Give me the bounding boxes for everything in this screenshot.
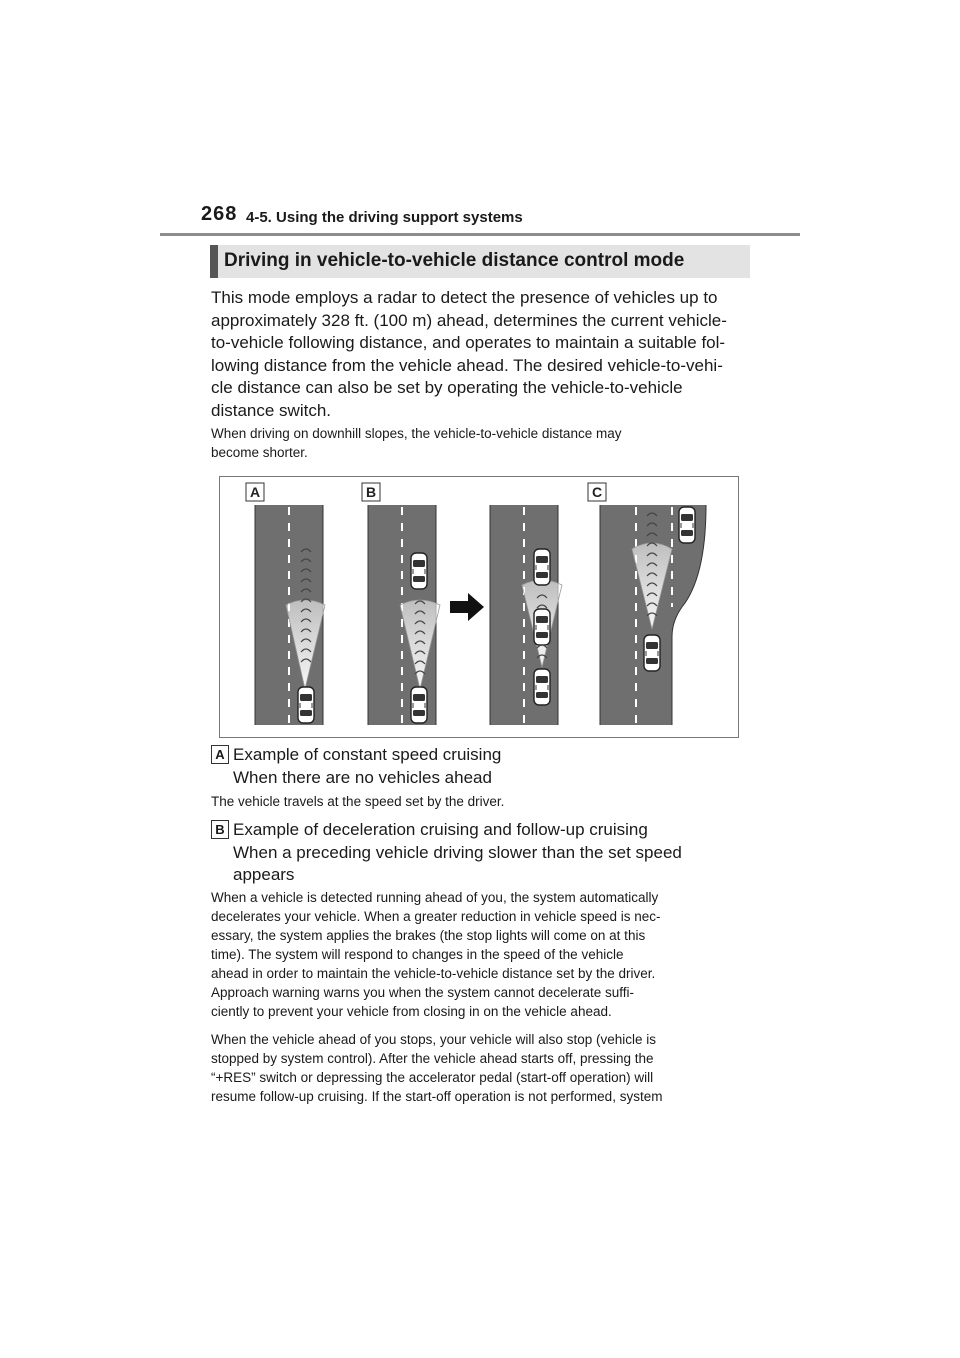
acc-diagram-svg — [220, 477, 738, 737]
item-b-label — [211, 820, 229, 839]
figure-label-a — [246, 483, 264, 501]
figure-label-b — [362, 483, 380, 501]
item-b-p1-line: time). The system will respond to changes in the speed of the vehicle — [211, 947, 624, 962]
item-b-paragraph-1 — [211, 888, 751, 1021]
item-b-p1-line: decelerates your vehicle. When a greater reduction in vehicle speed is nec- — [211, 909, 661, 924]
transition-arrow-icon — [450, 593, 484, 621]
intro-line: to-vehicle following distance, and operates to maintain a suitable fol- — [211, 333, 726, 352]
item-a-line: Example of constant speed cruising — [233, 745, 502, 764]
intro-line: This mode employs a radar to detect the presence of vehicles up to — [211, 288, 718, 307]
note-paragraph — [211, 424, 751, 462]
item-b-p2-line: stopped by system control). After the vehicle ahead starts off, pressing the — [211, 1051, 654, 1066]
figure-label-c — [588, 483, 606, 501]
item-b-line: Example of deceleration cruising and follow-up cruising — [233, 820, 648, 839]
item-a-badge: A — [211, 745, 229, 764]
item-b-line: When a preceding vehicle driving slower than the set speed — [233, 842, 682, 862]
note-line: When driving on downhill slopes, the vehicle-to-vehicle distance may — [211, 426, 622, 441]
item-b-p1-line: ahead in order to maintain the vehicle-to-vehicle distance set by the driver. — [211, 966, 656, 981]
item-b-p1-line: essary, the system applies the brakes (the stop lights will come on at this — [211, 928, 646, 943]
section-title: 4-5. Using the driving support systems — [246, 209, 523, 226]
item-b-p1-line: When a vehicle is detected running ahead of you, the system automatically — [211, 890, 659, 905]
header-divider — [160, 233, 800, 236]
item-a-label — [211, 745, 229, 764]
item-b-paragraph-2 — [211, 1030, 751, 1106]
acc-diagram — [219, 476, 739, 738]
road-b-after — [490, 505, 562, 725]
svg-text:C: C — [591, 484, 603, 500]
intro-paragraph — [211, 287, 751, 422]
intro-line: cle distance can also be set by operating the vehicle-to-vehicle — [211, 378, 683, 397]
road-c — [600, 505, 706, 725]
page-number: 268 — [201, 203, 238, 225]
heading-text: Driving in vehicle-to-vehicle distance control mode — [224, 250, 685, 271]
item-a-title — [233, 744, 753, 789]
note-line: become shorter. — [211, 445, 308, 460]
item-a-line: When there are no vehicles ahead — [233, 767, 492, 787]
svg-text:A: A — [249, 484, 261, 500]
heading-bar — [210, 245, 750, 278]
intro-line: lowing distance from the vehicle ahead. The desired vehicle-to-vehi- — [211, 355, 723, 375]
item-b-p2-line: When the vehicle ahead of you stops, your vehicle will also stop (vehicle is — [211, 1032, 656, 1047]
item-b-p2-line: “+RES” switch or depressing the accelerator pedal (start-off operation) will — [211, 1070, 654, 1085]
item-b-p2-line: resume follow-up cruising. If the start-off operation is not performed, system — [211, 1089, 663, 1104]
heading-accent — [210, 245, 218, 278]
road-a — [255, 505, 325, 725]
item-b-badge: B — [211, 820, 229, 839]
item-b-p1-line: Approach warning warns you when the system cannot decelerate suffi- — [211, 985, 634, 1000]
item-a-description: The vehicle travels at the speed set by the driver. — [211, 794, 505, 809]
road-b-before — [368, 505, 440, 725]
item-b-p1-line: ciently to prevent your vehicle from closing in on the vehicle ahead. — [211, 1004, 612, 1019]
item-b-line: appears — [233, 865, 295, 884]
intro-line: approximately 328 ft. (100 m) ahead, determines the current vehicle- — [211, 310, 727, 330]
item-b-title — [233, 819, 753, 887]
svg-text:B: B — [365, 484, 377, 500]
intro-line: distance switch. — [211, 400, 331, 420]
